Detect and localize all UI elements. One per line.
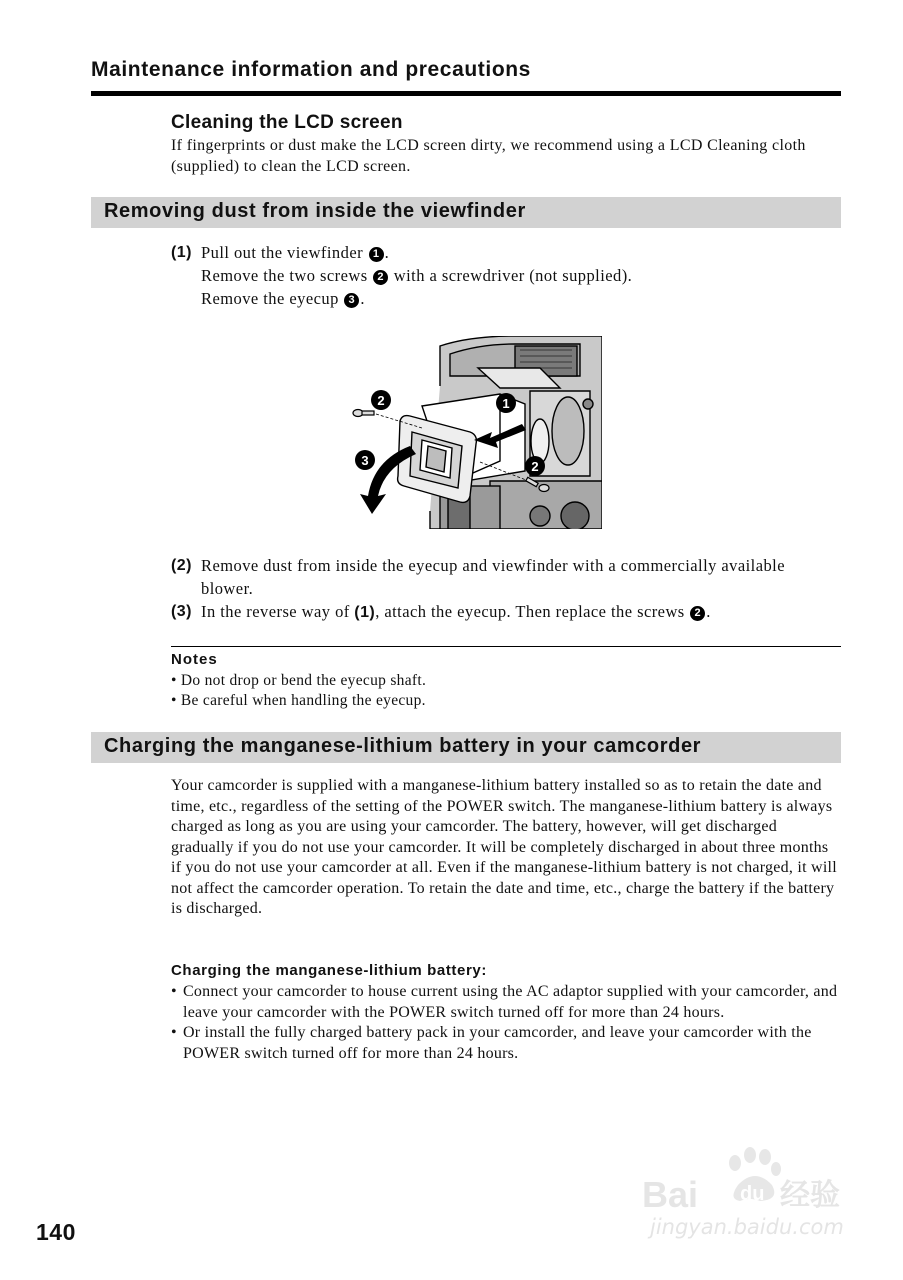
screw-icon	[353, 410, 374, 417]
baidu-watermark	[640, 1145, 855, 1245]
battery-paragraph: Your camcorder is supplied with a manganese-lithium battery installed so as to retain the date and time, etc., regardless of the setting of the POWER switch. The manganese-lithium battery is always charged as long as you are using your camcorder. The battery, however, will get discharged gradually if you do not use your camcorder. It will be completely discharged in about three months if you do not use your camcorder at all. Even if the manganese-lithium battery is not charged, it will not affect the camcorder operation. To retain the date and time, etc., charge the battery if the battery is discharged.	[171, 777, 837, 917]
bullet: •	[171, 983, 177, 1000]
notes-list	[171, 671, 426, 711]
step-2-text: Remove dust from inside the eyecup and viewfinder with a commercially available blower.	[201, 556, 785, 598]
callout-2-right	[525, 456, 545, 476]
page-header: Maintenance information and precautions	[91, 58, 531, 81]
battery-list-item-text: Or install the fully charged battery pack in your camcorder, and leave your camcorder with the POWER switch turned off for more than 24 hours.	[183, 1024, 812, 1062]
step-text: Remove the eyecup	[201, 289, 339, 308]
step-number: (1)	[171, 244, 192, 261]
callout-label: 1	[502, 396, 510, 411]
watermark-brand-a: Bai	[642, 1174, 699, 1215]
bullet: •	[171, 1024, 177, 1041]
callout-badge-1: 1	[369, 247, 384, 262]
step-3-text: .	[706, 602, 711, 621]
header-rule	[91, 91, 841, 96]
callout-2-left	[371, 390, 391, 410]
viewfinder-illustration	[340, 336, 602, 529]
section-dust-heading-text: Removing dust from inside the viewfinder	[104, 200, 526, 222]
battery-list-item-text: Connect your camcorder to house current using the AC adaptor supplied with your camcorder, and leave your camcorder with the POWER switch turned off for more than 24 hours.	[183, 983, 838, 1021]
watermark-brand-cn: 经验	[780, 1178, 840, 1213]
page-number: 140	[36, 1219, 76, 1245]
dust-step-1	[171, 241, 831, 310]
lcd-cleaning-text: If fingerprints or dust make the LCD screen dirty, we recommend using a LCD Cleaning cloth (supplied) to clean the LCD screen.	[171, 137, 806, 175]
callout-badge-2: 2	[373, 270, 388, 285]
battery-list-item	[171, 982, 843, 1023]
step-1-line-1	[201, 241, 831, 264]
notes-item: • Do not drop or bend the eyecup shaft.	[171, 672, 427, 689]
step-1-line-2	[201, 264, 831, 287]
step-3-text: In the reverse way of	[201, 602, 350, 621]
step-number: (2)	[171, 557, 192, 574]
section-battery-heading-text: Charging the manganese-lithium battery in your camcorder	[104, 735, 702, 757]
notes-item: • Be careful when handling the eyecup.	[171, 692, 426, 709]
section-battery-heading	[91, 732, 841, 763]
section-dust-heading	[91, 197, 841, 228]
callout-label: 3	[361, 453, 369, 468]
dust-step-3	[171, 600, 831, 624]
battery-list	[171, 982, 843, 1064]
lcd-cleaning-title: Cleaning the LCD screen	[171, 112, 403, 133]
step-3-text: , attach the eyecup. Then replace the screws	[375, 602, 685, 621]
step-number: (3)	[171, 603, 192, 620]
step-3-ref: (1)	[354, 604, 376, 621]
battery-list-item	[171, 1023, 843, 1064]
battery-subheading: Charging the manganese-lithium battery:	[171, 962, 487, 979]
callout-label: 2	[531, 459, 539, 474]
step-text: Remove the two screws	[201, 266, 368, 285]
notes-rule	[171, 646, 841, 647]
watermark-brand-b: du	[740, 1183, 765, 1205]
step-text: Pull out the viewfinder	[201, 243, 364, 262]
baidu-paw-logo	[640, 1145, 855, 1215]
callout-badge-2: 2	[690, 606, 705, 621]
step-text: .	[384, 243, 390, 262]
step-text: with a screwdriver (not supplied).	[393, 266, 633, 285]
step-text: .	[360, 289, 365, 308]
notes-title: Notes	[171, 651, 218, 668]
step-1-line-3	[201, 287, 831, 310]
callout-label: 2	[377, 393, 385, 408]
watermark-site: jingyan.baidu.com	[650, 1215, 844, 1239]
callout-badge-3: 3	[344, 293, 359, 308]
callout-1	[496, 393, 516, 413]
dust-step-2	[171, 554, 831, 600]
callout-3	[355, 450, 375, 470]
